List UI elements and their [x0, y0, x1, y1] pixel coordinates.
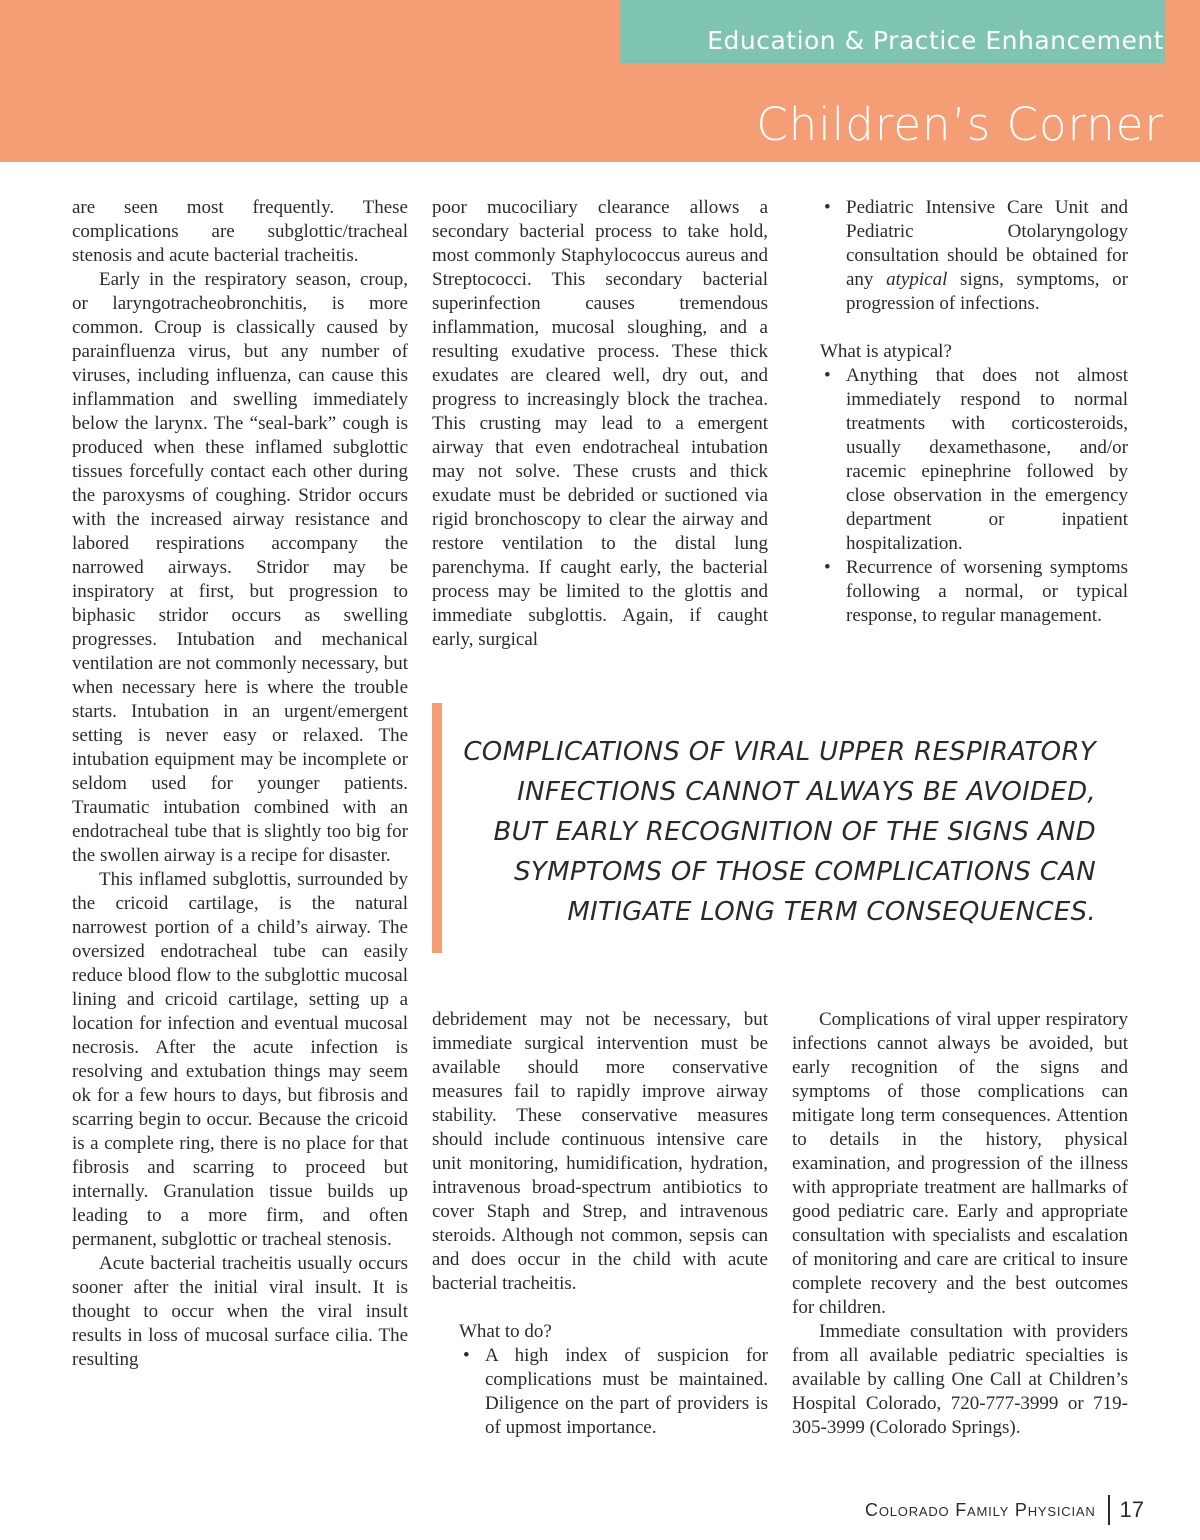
pull-quote — [460, 732, 1096, 932]
pull-quote-line: INFECTIONS CANNOT ALWAYS BE AVOIDED, — [517, 777, 1096, 807]
article-column-1 — [72, 196, 408, 1372]
paragraph: Complications of viral upper respiratory infections cannot always be avoided, but early recognition of the signs and symptoms of those complications can mitigate long term consequences. Attention to details in the history, physical examination, and progression of the illness with appropriate treatment are hallmarks of good pediatric care. Early and appropriate consultation with specialists and escalation of monitoring and care are critical to insure complete recovery and the best outcomes for children. — [792, 1009, 1128, 1318]
pull-quote-line: MITIGATE LONG TERM CONSEQUENCES. — [567, 897, 1096, 927]
list-item: • Anything that does not almost immediately respond to normal treatments with corticosteroids, usually dexamethasone, and/or racemic epinephrine followed by close observation in the emergency department or inpatient hospitalization. — [820, 364, 1128, 556]
paragraph: Acute bacterial tracheitis usually occurs sooner after the initial viral insult. It is thought to occur when the viral insult results in loss of mucosal surface cilia. The resulting — [72, 1253, 408, 1370]
pull-quote-line: BUT EARLY RECOGNITION OF THE SIGNS AND — [493, 817, 1096, 847]
article-column-2-bottom — [432, 1008, 768, 1440]
pull-quote-line: SYMPTOMS OF THOSE COMPLICATIONS CAN — [514, 857, 1096, 887]
paragraph: Early in the respiratory season, croup, or laryngotracheobronchitis, is more common. Croup is classically caused by parainfluenza virus, but any number of viruses, including influenza, can cause this inflammation and swelling immediately below the larynx. The “seal-bark” cough is produced when these inflamed subglottic tissues forcefully contact each other during the paroxysms of coughing. Stridor occurs with the increased airway resistance and labored respirations accompany the narrowed airways. Stridor may be inspiratory at first, but progression to biphasic stridor occurs as swelling progresses. Intubation and mechanical ventilation are not commonly necessary, but when necessary here is where the trouble starts. Intubation in an urgent/emergent setting is never easy or relaxed. The intubation equipment may be incomplete or seldom used for younger patients. Traumatic intubation combined with an endotracheal tube that is slightly too big for the swollen airway is a recipe for disaster. — [72, 269, 408, 866]
paragraph: This inflamed subglottis, surrounded by the cricoid cartilage, is the natural narrowest portion of a child’s airway. The oversized endotracheal tube can easily reduce blood flow to the subglottic mucosal lining and cricoid cartilage, setting up a location for infection and eventual mucosal necrosis. After the acute infection is resolving and extubation things may seem ok for a few hours to days, but fibrosis and scarring begin to occur. Because the cricoid is a complete ring, there is no place for that fibrosis and scarring to proceed but internally. Granulation tissue builds up leading to a more firm, and often permanent, subglottic or tracheal stenosis. — [72, 869, 408, 1250]
article-column-2-top — [432, 196, 768, 652]
paragraph: debridement may not be necessary, but immediate surgical intervention must be available should more conservative measures fail to rapidly improve airway stability. These conservative measures should include continuous intensive care unit monitoring, humidification, hydration, intravenous broad-spectrum antibiotics to cover Staph and Strep, and intravenous steroids. Although not common, sepsis can and does occur in the child with acute bacterial tracheitis. — [432, 1009, 768, 1294]
section-label: Education & Practice Enhancement — [707, 26, 1164, 55]
atypical-heading: What is atypical? — [820, 341, 952, 362]
page-footer — [865, 1496, 1144, 1524]
pull-quote-bar — [432, 703, 442, 953]
emphasis-atypical: atypical — [886, 269, 948, 290]
list-item: • Pediatric Intensive Care Unit and Pediatric Otolaryngology consultation should be obtained for any atypical signs, symptoms, or progression of infections. — [820, 196, 1128, 316]
atypical-list — [820, 364, 1128, 628]
page-number: 17 — [1119, 1497, 1144, 1522]
todo-list — [459, 1344, 768, 1440]
list-item: • A high index of suspicion for complications must be maintained. Diligence on the part of providers is of upmost importance. — [459, 1344, 768, 1440]
paragraph: Immediate consultation with providers from all available pediatric specialties is available by calling One Call at Children’s Hospital Colorado, 720-777-3999 or 719-305-3999 (Colorado Springs). — [792, 1321, 1128, 1438]
article-column-3-top — [820, 196, 1128, 628]
list-item: • Recurrence of worsening symptoms following a normal, or typical response, to regular management. — [820, 556, 1128, 628]
footer-divider — [1108, 1495, 1110, 1525]
publication-name: Colorado Family Physician — [865, 1499, 1096, 1520]
paragraph: poor mucociliary clearance allows a secondary bacterial process to take hold, most commonly Staphylococcus aureus and Streptococci. This secondary bacterial superinfection causes tremendous inflammation, mucosal sloughing, and a resulting exudative process. These thick exudates are cleared well, dry out, and progress to increasingly block the trachea. This crusting may lead to a emergent airway that even endotracheal intubation may not solve. These crusts and thick exudate must be debrided or suctioned via rigid bronchoscopy to clear the airway and restore ventilation to the distal lung parenchyma. If caught early, the bacterial process may be limited to the glottis and immediate subglottis. Again, if caught early, surgical — [432, 197, 768, 650]
paragraph: are seen most frequently. These complications are subglottic/tracheal stenosis and acute bacterial tracheitis. — [72, 197, 408, 266]
pull-quote-line: COMPLICATIONS OF VIRAL UPPER RESPIRATORY — [463, 737, 1096, 767]
todo-heading: What to do? — [459, 1321, 552, 1342]
consultation-list — [820, 196, 1128, 316]
column-title: Children’s Corner — [756, 98, 1164, 151]
article-column-3-bottom — [792, 1008, 1128, 1440]
